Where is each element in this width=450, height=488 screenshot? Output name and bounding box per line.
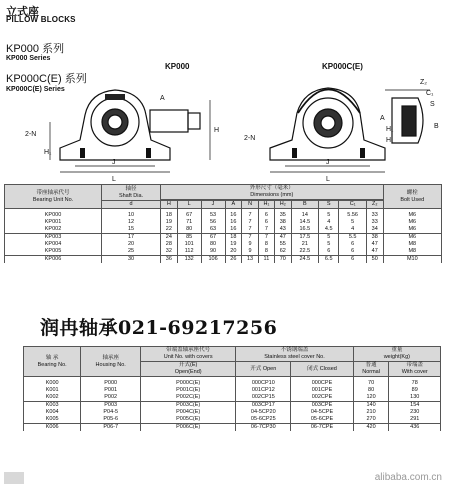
table-cell: P001C(E) (141, 387, 236, 394)
table-row (5, 209, 442, 220)
table-cell: 06-7CPE (291, 424, 353, 432)
table-cell: 8 (258, 248, 274, 256)
table-cell: KP004 (5, 241, 102, 248)
table-cell: 63 (201, 226, 225, 234)
col-h: H (161, 201, 178, 209)
table-cell: 003CPE (291, 402, 353, 410)
table-cell: 12 (102, 219, 161, 226)
table-cell: 000CP10 (236, 377, 291, 388)
dim-b: B (434, 123, 439, 130)
table-cell: K003 (24, 402, 81, 410)
table-cell: K006 (24, 424, 81, 432)
table-cell: 001CPE (291, 387, 353, 394)
col-steel-open: 开式 Open (236, 362, 291, 377)
table-cell: P005C(E) (141, 416, 236, 424)
table-cell: 28 (161, 241, 178, 248)
table-cell: 04-5CPE (291, 409, 353, 416)
table-cell: 20 (102, 241, 161, 248)
table-cell: 22 (161, 226, 178, 234)
col-bolt: 螺栓 Bolt Used (383, 185, 441, 209)
col-j: J (201, 201, 225, 209)
table-cell: 05-6CPE (291, 416, 353, 424)
table-cell: 4 (319, 219, 339, 226)
table-cell: K004 (24, 409, 81, 416)
table-cell: 15 (102, 226, 161, 234)
col-weight-normal: 普通 Normal (353, 362, 389, 377)
table-cell: 16.5 (291, 226, 318, 234)
col-a: A (225, 201, 242, 209)
dim-l-right: L (326, 176, 330, 183)
series-kp000-cn: KP000 系列 (6, 43, 65, 55)
table-cell: 78 (389, 377, 441, 388)
table-cell: M8 (383, 241, 441, 248)
corner-marker (4, 472, 24, 484)
col-housing: 轴承座 Housing No. (81, 347, 141, 377)
kp000-drawing (20, 70, 240, 185)
table-cell: 71 (177, 219, 201, 226)
table-cell: 70 (353, 377, 389, 388)
table-cell: 30 (102, 256, 161, 264)
table-cell: 36 (161, 256, 178, 264)
table-cell: 56 (201, 219, 225, 226)
table-cell: 6 (339, 248, 366, 256)
col-l: L (177, 201, 201, 209)
table-cell: 04-5CP20 (236, 409, 291, 416)
table-cell: 7 (242, 226, 259, 234)
table-cell: K002 (24, 394, 81, 402)
table-cell: 43 (274, 226, 291, 234)
table-cell: 5 (319, 241, 339, 248)
dim-h-right: H (386, 137, 392, 144)
table-cell: 130 (389, 394, 441, 402)
table-cell: 140 (353, 402, 389, 410)
table-cell: M6 (383, 219, 441, 226)
table-row (24, 424, 441, 432)
dim-2n-right: 2-N (244, 135, 256, 142)
table-cell: 11 (258, 256, 274, 264)
col-open-end: 开式(E) Open(End) (141, 362, 236, 377)
table-cell: 16 (225, 209, 242, 220)
table-cell: 67 (177, 209, 201, 220)
table-cell: 6 (319, 248, 339, 256)
table-cell: 112 (177, 248, 201, 256)
table-row (24, 387, 441, 394)
table-cell: P05-6 (81, 416, 141, 424)
col-b: B (291, 201, 318, 209)
table-cell: M10 (383, 256, 441, 264)
table-cell: 89 (389, 387, 441, 394)
series-kp000ce-en: KP000C(E) Series (6, 86, 65, 93)
table-cell: 106 (201, 256, 225, 264)
table-cell: P06-7 (81, 424, 141, 432)
table-cell: P000C(E) (141, 377, 236, 388)
table-cell: 22.5 (291, 248, 318, 256)
dim-a: A (160, 95, 165, 102)
page-title-en: PILLOW BLOCKS (6, 15, 76, 24)
table-cell: 06-7CP30 (236, 424, 291, 432)
table-cell: 24.5 (291, 256, 318, 264)
table-cell: 50 (366, 256, 383, 264)
table-cell: 000CPE (291, 377, 353, 388)
table-cell: 5 (319, 209, 339, 220)
table-cell: 5 (319, 234, 339, 242)
table-cell: 6 (258, 219, 274, 226)
table-cell: 90 (201, 248, 225, 256)
table-row (24, 394, 441, 402)
table-cell: 9 (242, 241, 259, 248)
col-weight-cover: 带端盖 With cover (389, 362, 441, 377)
table-cell: P002C(E) (141, 394, 236, 402)
table-cell: 6 (258, 209, 274, 220)
table-cell: 002CP15 (236, 394, 291, 402)
table-cell: 34 (366, 226, 383, 234)
table-cell: 19 (225, 241, 242, 248)
table-cell: P003C(E) (141, 402, 236, 410)
col-c1: C₁ (339, 201, 366, 209)
kp000ce-drawing (240, 68, 445, 183)
drawing-label-kp000ce: KP000C(E) (322, 62, 363, 71)
col-dimensions: 外形尺寸（毫米） Dimensions (mm) (161, 185, 384, 200)
table-cell: M6 (383, 226, 441, 234)
table-row (5, 219, 442, 226)
covers-table (23, 346, 441, 431)
page-title-cn: 立式座 (6, 6, 39, 18)
table-row (24, 416, 441, 424)
dim-c1: C₁ (426, 90, 434, 97)
table-cell: 53 (201, 209, 225, 220)
table-cell: 32 (161, 248, 178, 256)
dimensions-table (4, 184, 442, 263)
table-cell: 6 (339, 256, 366, 264)
table-cell: 120 (353, 394, 389, 402)
table-cell: M6 (383, 209, 441, 220)
table-cell: 80 (353, 387, 389, 394)
table-cell: 154 (389, 402, 441, 410)
table-cell: 001CP12 (236, 387, 291, 394)
table-cell: 420 (353, 424, 389, 432)
table-cell: 436 (389, 424, 441, 432)
table-cell: 14.5 (291, 219, 318, 226)
table-cell: 4 (339, 226, 366, 234)
table-cell: 7 (242, 209, 259, 220)
dim-2n: 2-N (25, 131, 37, 138)
col-steel-cover: 不锈钢端盖 Stainless steel cover No. (236, 347, 353, 362)
table-cell: P000 (81, 377, 141, 388)
table-cell: 21 (291, 241, 318, 248)
dim-s: S (430, 101, 435, 108)
table-cell: 33 (366, 219, 383, 226)
table-cell: 47 (274, 234, 291, 242)
table-cell: K001 (24, 387, 81, 394)
table-cell: 17 (102, 234, 161, 242)
col-d: d (102, 201, 161, 209)
table-cell: KP005 (5, 248, 102, 256)
table-cell: 6.5 (319, 256, 339, 264)
table-cell: 002CPE (291, 394, 353, 402)
table-cell: 18 (225, 234, 242, 242)
table-cell: 210 (353, 409, 389, 416)
table-cell: 6 (339, 241, 366, 248)
dim-h1: H₁ (44, 149, 52, 156)
table-cell: 67 (201, 234, 225, 242)
table-cell: K005 (24, 416, 81, 424)
table-cell: P003 (81, 402, 141, 410)
dim-h: H (214, 127, 220, 134)
watermark: alibaba.com.cn (374, 472, 442, 483)
dim-j-right: J (326, 159, 330, 166)
table-cell: K000 (24, 377, 81, 388)
series-kp000ce-cn: KP000C(E) 系列 (6, 73, 87, 85)
table-cell: 20 (225, 248, 242, 256)
col-h1: H₁ (258, 201, 274, 209)
col-z2: Z₂ (366, 201, 383, 209)
table-cell: 003CP17 (236, 402, 291, 410)
table-row (24, 402, 441, 410)
col-steel-closed: 闭式 Closed (291, 362, 353, 377)
table-row (5, 248, 442, 256)
table-cell: M8 (383, 248, 441, 256)
table-cell: 26 (225, 256, 242, 264)
table-cell: 132 (177, 256, 201, 264)
table-cell: 5.5 (339, 234, 366, 242)
table-cell: 24 (161, 234, 178, 242)
table-cell: 16 (225, 226, 242, 234)
table-cell: 7 (242, 234, 259, 242)
table-cell: 05-6CP25 (236, 416, 291, 424)
table-cell: 101 (177, 241, 201, 248)
table-row (5, 256, 442, 264)
table-cell: 4.5 (319, 226, 339, 234)
col-h2: H₂ (274, 201, 291, 209)
table-cell: 70 (274, 256, 291, 264)
col-n: N (242, 201, 259, 209)
table-cell: KP000 (5, 209, 102, 220)
col-model: 带座轴承代号 Bearing Unit No. (5, 185, 102, 209)
col-weight: 重量 weight(Kg) (353, 347, 440, 362)
table-cell: M6 (383, 234, 441, 242)
table-cell: KP001 (5, 219, 102, 226)
drawing-label-kp000: KP000 (165, 62, 190, 71)
table-cell: 85 (177, 234, 201, 242)
table-cell: KP003 (5, 234, 102, 242)
table-cell: 25 (102, 248, 161, 256)
table-cell: 7 (242, 219, 259, 226)
col-cover-unit: 带端盖轴承座代号 Unit No. with covers (141, 347, 236, 362)
dim-l: L (112, 176, 116, 183)
table-cell: 80 (177, 226, 201, 234)
table-row (5, 226, 442, 234)
table-cell: 5 (339, 219, 366, 226)
table-cell: 33 (366, 209, 383, 220)
table-row (5, 241, 442, 248)
table-cell: 291 (389, 416, 441, 424)
table-cell: 35 (274, 209, 291, 220)
table-row (5, 234, 442, 242)
table-cell: 18 (161, 209, 178, 220)
table-cell: KP006 (5, 256, 102, 264)
table-cell: 47 (366, 248, 383, 256)
table-cell: 14 (291, 209, 318, 220)
table-cell: 5.56 (339, 209, 366, 220)
table-cell: P04-5 (81, 409, 141, 416)
dim-h1-right: H₁ (386, 126, 394, 133)
table-cell: 7 (258, 226, 274, 234)
table-cell: 47 (366, 241, 383, 248)
col-s: S (319, 201, 339, 209)
table-cell: 16 (225, 219, 242, 226)
dim-a-right: A (380, 115, 385, 122)
table-cell: P004C(E) (141, 409, 236, 416)
table-cell: P001 (81, 387, 141, 394)
table-cell: P002 (81, 394, 141, 402)
table-cell: 10 (102, 209, 161, 220)
col-shaft: 轴径 Shaft Dia. (102, 185, 161, 201)
table-cell: 55 (274, 241, 291, 248)
table-cell: 230 (389, 409, 441, 416)
contact-overlay-text: 润冉轴承021-69217256 (40, 317, 278, 339)
table-cell: 17.5 (291, 234, 318, 242)
table-cell: 8 (258, 241, 274, 248)
table-cell: 38 (274, 219, 291, 226)
col-bearing: 轴 承 Bearing No. (24, 347, 81, 377)
table-cell: KP002 (5, 226, 102, 234)
table-cell: 270 (353, 416, 389, 424)
table-cell: 13 (242, 256, 259, 264)
dim-j: J (112, 159, 116, 166)
table-cell: 7 (258, 234, 274, 242)
table-cell: 80 (201, 241, 225, 248)
table-cell: 38 (366, 234, 383, 242)
table-cell: 19 (161, 219, 178, 226)
table-row (24, 377, 441, 388)
table-row (24, 409, 441, 416)
table-cell: 62 (274, 248, 291, 256)
table-cell: P006C(E) (141, 424, 236, 432)
dim-z2: Z₂ (420, 79, 427, 86)
table-cell: 9 (242, 248, 259, 256)
series-kp000-en: KP000 Series (6, 55, 51, 62)
